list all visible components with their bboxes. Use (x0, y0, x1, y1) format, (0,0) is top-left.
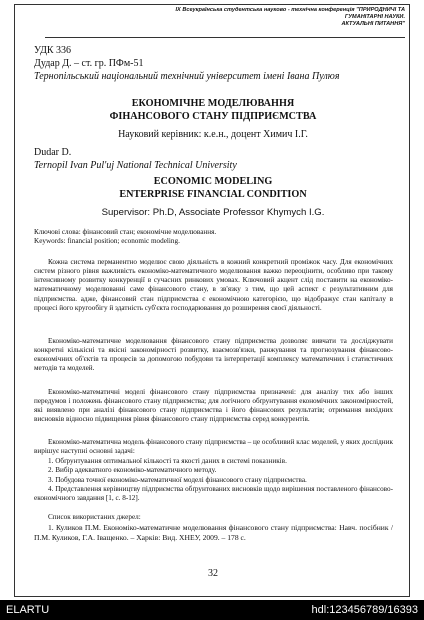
title-en: ECONOMIC MODELING ENTERPRISE FINANCIAL CONDITION (119, 176, 307, 200)
title-ua: ЕКОНОМІЧНЕ МОДЕЛЮВАННЯ ФІНАНСОВОГО СТАНУ ПІДПРИЄМСТВА (109, 98, 317, 122)
body-paragraph-2: Економіко-математичне моделювання фінансового стану підприємства дозволяє вивчати та досліджувати конкретні кількісні та якісні закономірності розвитку, взаємозв'язки, ранжування та прогнозування фінансово-економічних об'єктів та процесів за допомогою побудови та інтерпретації комплексу математичних і статистичних методів та моделей. (34, 337, 393, 373)
keywords-en: Keywords: financial position; economic modeling. (34, 237, 180, 245)
author-ua: Дудар Д. – ст. гр. ПФм-51 (34, 58, 144, 69)
supervisor-en: Supervisor: Ph.D, Associate Professor Khymych I.G. (101, 207, 325, 218)
references-title: Список використаних джерел: (48, 513, 141, 521)
udk: УДК 336 (34, 45, 72, 56)
task-item-4: 4. Представлення керівництву підприємства обґрунтованих висновків щодо вирішення поставленого фінансово-економічного завдання [1, с. 8-12]. (34, 485, 393, 503)
task-item-2: 2. Вибір адекватного економіко-математичного методу. (48, 466, 217, 474)
footer-repo-name: ELARTU (6, 604, 50, 616)
supervisor-ua: Науковий керівник: к.е.н., доцент Химич І.Г. (118, 129, 308, 140)
author-en: Dudar D. (34, 147, 72, 158)
repository-footer (0, 600, 424, 620)
affiliation-en: Ternopil Ivan Pul'uj National Technical University (34, 160, 237, 171)
task-item-3: 3. Побудова точної економіко-математичної моделі фінансового стану підприємства. (48, 476, 307, 484)
body-paragraph-3: Економіко-математичні моделі фінансового стану підприємства призначені: для аналізу тих або інших передумов і положень фінансового стану підприємства; для логічного обґрунтування економічних закономірностей, які виявлено при аналізі фінансового стану підприємства і його фінансових результатів; отримання вихідних висновків відносно підвищення рівня фінансового стану підприємства серед конкурентів. (34, 388, 393, 424)
reference-item: 1. Куликов П.М. Економіко-математичне моделювання фінансового стану підприємства: Навч. посібник / П.М. Куликов, Г.А. Іващенко. – Харків: Вид. ХНЕУ, 2009. – 178 с. (34, 523, 393, 542)
paper-page (14, 4, 410, 597)
body-paragraph-1: Кожна система перманентно моделює свою діяльність в кожний конкретний проміжок часу. Для економічних систем різного рівня важливість економіко-математичного моделювання важко переоцінити, особливо при такому інтенсивному розвитку конкуренції в сучасних ринкових умовах. Ключовий акцент слід поставити на економіко-математичному моделюванні саме фінансового стану, в зв'язку з тим, що цей аспект є результативним для підприємства. адже, фінансовий стан підприємства є економічною категорією, що відображує стан капіталу в процесі його кругообігу й здатність суб'єкта господарювання до розширення своєї діяльності. (34, 258, 393, 312)
affiliation-ua: Тернопільський національний технічний університет імені Івана Пулюя (34, 71, 340, 82)
keywords-ua: Ключові слова: фінансовий стан; економічне моделювання. (34, 228, 217, 236)
task-item-1: 1. Обґрунтування оптимальної кількості та якості даних в системі показників. (48, 457, 287, 465)
conference-header: IX Всеукраїнська студентська науково - технічна конференція "ПРИРОДНИЧІ ТА ГУМАНІТАРНІ НАУКИ. АКТУАЛЬНІ ПИТАННЯ" (175, 7, 405, 27)
header-rule (45, 37, 405, 38)
body-paragraph-4: Економіко-математична модель фінансового стану підприємства – це особливий клас моделей, у яких дослідник вирішує наступні основні задачі: (34, 438, 393, 456)
footer-handle: hdl:123456789/16393 (311, 604, 418, 616)
page-number: 32 (208, 568, 218, 579)
